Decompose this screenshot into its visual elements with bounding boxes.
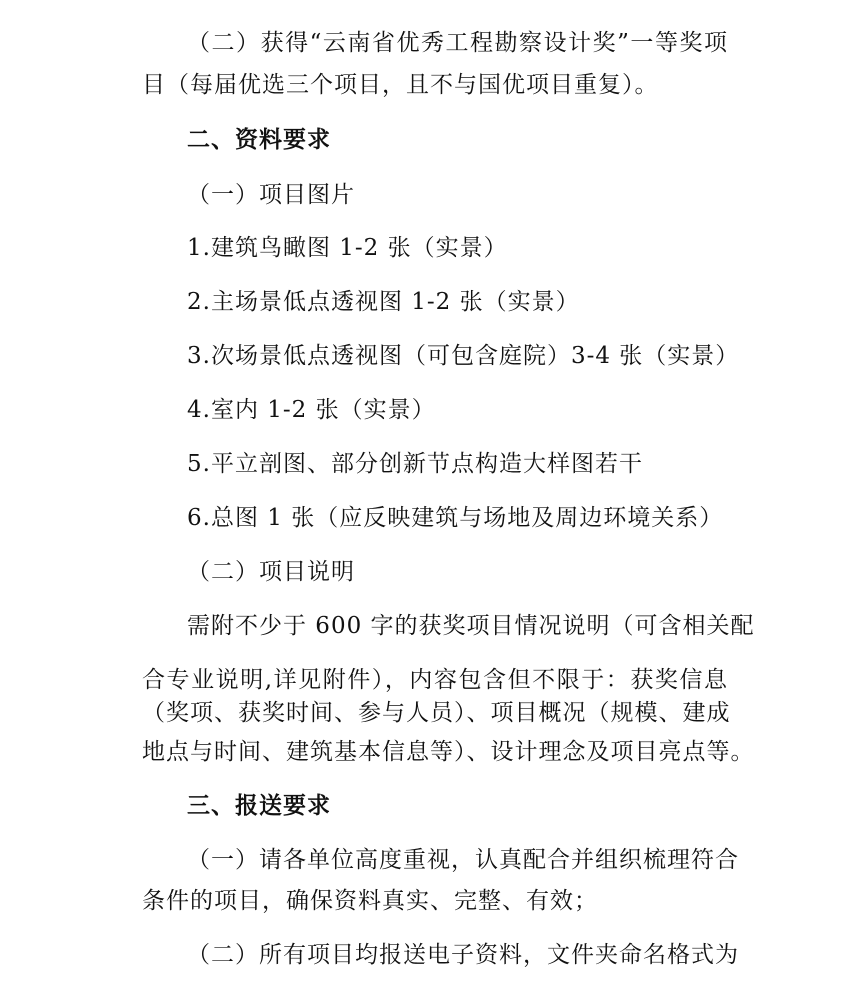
heading-material-requirements: 二、资料要求 [187, 127, 331, 153]
list-item-photo-1: 1.建筑鸟瞰图 1-2 张（实景） [187, 235, 508, 261]
para-description-line-4: 地点与时间、建筑基本信息等）、设计理念及项目亮点等。 [142, 739, 755, 765]
list-item-photo-6: 6.总图 1 张（应反映建筑与场地及周边环境关系） [187, 505, 724, 531]
para-requirement-2-line-1: （二）所有项目均报送电子资料，文件夹命名格式为 [187, 942, 739, 968]
list-item-photo-4: 4.室内 1-2 张（实景） [187, 397, 436, 423]
list-item-photo-2: 2.主场景低点透视图 1-2 张（实景） [187, 289, 580, 315]
list-item-photo-3: 3.次场景低点透视图（可包含庭院）3-4 张（实景） [187, 343, 740, 369]
para-award-criteria-line-1: （二）获得“云南省优秀工程勘察设计奖”一等奖项 [187, 30, 728, 56]
para-description-line-2: 合专业说明,详见附件），内容包含但不限于：获奖信息 [142, 667, 728, 693]
list-item-photo-5: 5.平立剖图、部分创新节点构造大样图若干 [187, 451, 643, 477]
para-award-criteria-line-2: 目（每届优选三个项目，且不与国优项目重复）。 [142, 72, 659, 98]
subheading-project-description: （二）项目说明 [187, 559, 355, 585]
para-requirement-1-line-1: （一）请各单位高度重视，认真配合并组织梳理符合 [187, 847, 739, 873]
para-description-line-1: 需附不少于 600 字的获奖项目情况说明（可含相关配 [187, 613, 755, 639]
para-description-line-3: （奖项、获奖时间、参与人员）、项目概况（规模、建成 [142, 700, 731, 726]
subheading-project-images: （一）项目图片 [187, 182, 355, 208]
para-requirement-1-line-2: 条件的项目，确保资料真实、完整、有效； [142, 888, 598, 914]
heading-submission-requirements: 三、报送要求 [187, 793, 331, 819]
